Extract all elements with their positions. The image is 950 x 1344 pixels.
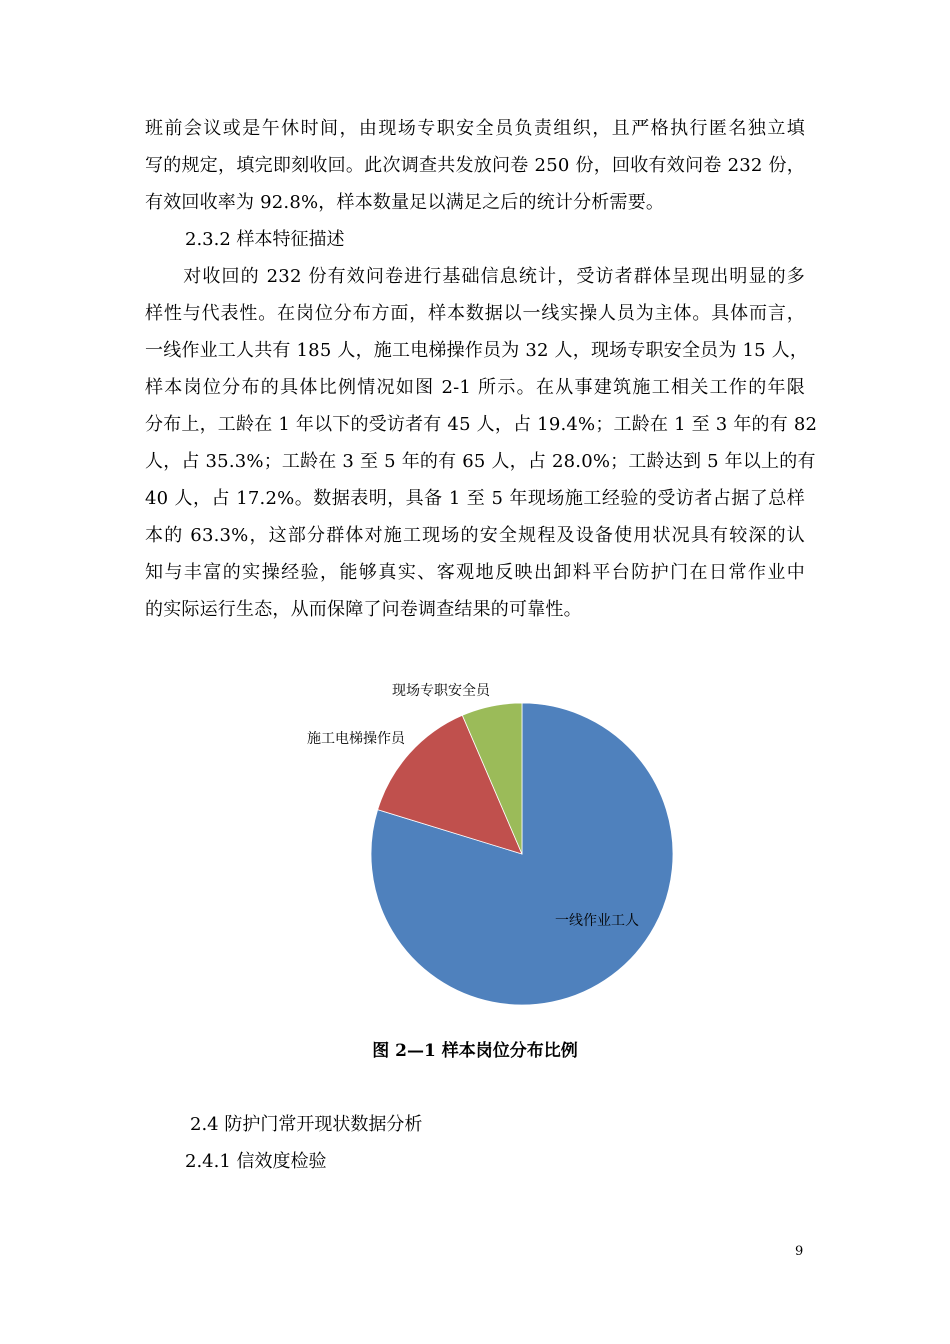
paragraph2-line-3: 一线作业工人共有 185 人，施工电梯操作员为 32 人，现场专职安全员为 15 人， bbox=[145, 340, 809, 361]
paragraph1-line-3: 有效回收率为 92.8%，样本数量足以满足之后的统计分析需要。 bbox=[145, 192, 665, 213]
paragraph1-line-1: 班前会议或是午休时间，由现场专职安全员负责组织，且严格执行匿名独立填 bbox=[145, 118, 805, 139]
pie-label-3: 现场专职安全员 bbox=[392, 683, 490, 699]
page-number: 9 bbox=[795, 1244, 804, 1259]
paragraph2-line-2: 样性与代表性。在岗位分布方面，样本数据以一线实操人员为主体。具体而言， bbox=[145, 303, 805, 324]
paragraph1-line-2: 写的规定，填完即刻收回。此次调查共发放问卷 250 份，回收有效问卷 232 份， bbox=[145, 155, 805, 176]
figure-caption: 图 2—1 样本岗位分布比例 bbox=[372, 1041, 578, 1061]
paragraph2-line-10: 的实际运行生态，从而保障了问卷调查结果的可靠性。 bbox=[145, 599, 582, 620]
pie-chart bbox=[240, 655, 740, 1025]
paragraph2-line-1: 对收回的 232 份有效问卷进行基础信息统计，受访者群体呈现出明显的多 bbox=[145, 266, 805, 287]
paragraph2-line-9: 知与丰富的实操经验，能够真实、客观地反映出卸料平台防护门在日常作业中 bbox=[145, 562, 805, 583]
section-heading-2-3-2: 2.3.2 样本特征描述 bbox=[185, 229, 345, 250]
section-heading-2-4-1: 2.4.1 信效度检验 bbox=[185, 1151, 327, 1172]
paragraph2-line-5: 分布上，工龄在 1 年以下的受访者有 45 人，占 19.4%；工龄在 1 至 3 年的有 82 bbox=[145, 414, 818, 435]
paragraph2-line-8: 本的 63.3%，这部分群体对施工现场的安全规程及设备使用状况具有较深的认 bbox=[145, 525, 805, 546]
pie-chart-svg bbox=[240, 655, 740, 1025]
pie-label-2: 施工电梯操作员 bbox=[307, 731, 405, 747]
paragraph2-line-4: 样本岗位分布的具体比例情况如图 2-1 所示。在从事建筑施工相关工作的年限 bbox=[145, 377, 805, 398]
section-heading-2-4: 2.4 防护门常开现状数据分析 bbox=[190, 1114, 423, 1135]
paragraph2-line-7: 40 人，占 17.2%。数据表明，具备 1 至 5 年现场施工经验的受访者占据了总样 bbox=[145, 488, 805, 509]
pie-label-1: 一线作业工人 bbox=[555, 913, 639, 929]
paragraph2-line-6: 人，占 35.3%；工龄在 3 至 5 年的有 65 人，占 28.0%；工龄达到 5 年以上的有 bbox=[145, 451, 816, 472]
